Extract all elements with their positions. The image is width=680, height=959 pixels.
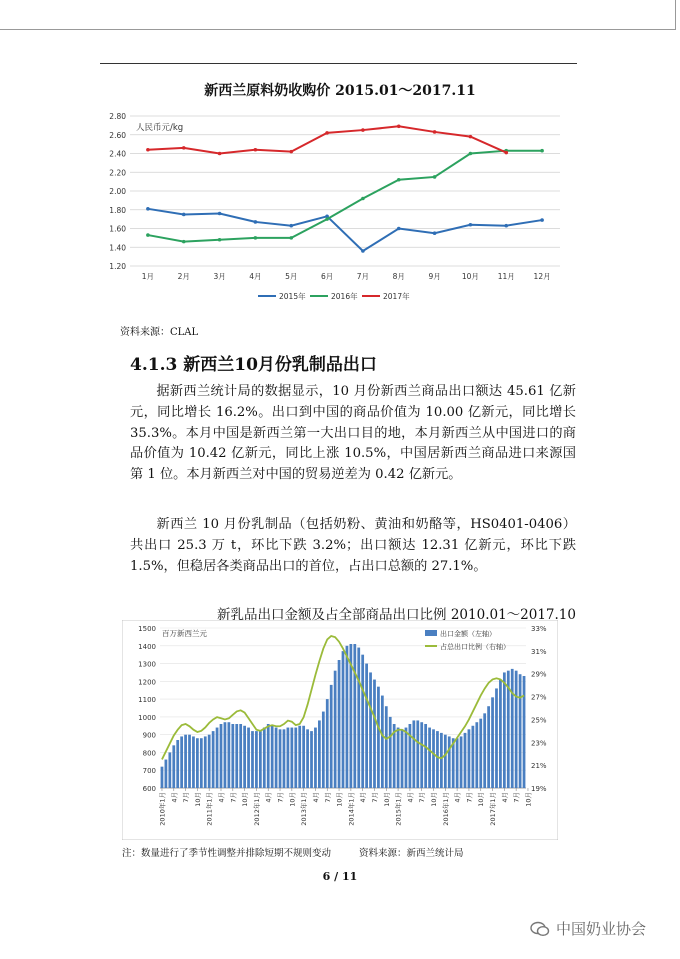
data-point (397, 125, 401, 129)
export-value-bar (318, 720, 321, 788)
x-tick-label: 2010年1月 (158, 792, 167, 826)
export-value-bar (499, 680, 502, 788)
export-value-bar (165, 760, 168, 788)
x-tick-label: 10月 (524, 792, 533, 807)
x-tick-label: 2016年1月 (441, 792, 450, 826)
legend-swatch-bars (425, 630, 437, 636)
export-value-bar (294, 728, 297, 788)
data-point (433, 175, 437, 179)
export-value-bar (503, 672, 506, 788)
data-point (361, 128, 365, 132)
export-value-bar (172, 745, 175, 788)
x-tick-label: 10月 (335, 792, 344, 807)
y-axis-label: 人民币元/kg (136, 123, 184, 133)
export-value-bar (405, 728, 408, 788)
y-tick-label: 900 (142, 731, 156, 740)
export-value-bar (523, 676, 526, 788)
export-value-bar (468, 729, 471, 788)
y-tick-label: 2.40 (109, 149, 126, 159)
header-rule (100, 63, 577, 64)
export-value-bar (373, 680, 376, 788)
export-value-bar (464, 733, 467, 788)
export-value-bar (389, 717, 392, 788)
x-tick-label: 4月 (359, 792, 368, 803)
export-value-bar (424, 724, 427, 788)
x-tick-label: 10月 (241, 792, 250, 807)
y-tick-label: 1100 (138, 696, 156, 705)
x-tick-label: 6月 (320, 272, 334, 281)
series-line (148, 209, 542, 251)
export-value-bar (180, 736, 183, 788)
y2-tick-label: 31% (531, 647, 547, 656)
export-value-bar (310, 731, 313, 788)
x-tick-label: 2017年1月 (489, 792, 498, 826)
x-tick-label: 7月 (370, 792, 379, 803)
data-point (146, 233, 150, 237)
y2-tick-label: 29% (531, 670, 547, 679)
x-tick-label: 7月 (465, 792, 474, 803)
data-point (254, 236, 258, 240)
data-point (182, 146, 186, 150)
export-value-bar (432, 729, 435, 788)
export-value-bar (519, 674, 522, 788)
note-text: 注：数量进行了季节性调整并排除短期不规则变动 (122, 848, 332, 859)
y-tick-label: 1.60 (109, 224, 126, 234)
data-point (540, 149, 544, 153)
export-value-bar (192, 736, 195, 788)
export-value-bar (227, 722, 230, 788)
x-tick-label: 9月 (428, 272, 441, 281)
export-value-bar (200, 738, 203, 788)
export-value-bar (302, 726, 305, 788)
export-value-bar (161, 767, 164, 788)
export-value-bar (436, 731, 439, 788)
data-point (504, 224, 508, 228)
export-value-bar (283, 729, 286, 788)
export-value-bar (306, 729, 309, 788)
data-point (289, 150, 293, 154)
watermark-text: 中国奶业协会 (556, 920, 647, 938)
x-tick-label: 2月 (177, 272, 190, 281)
export-value-bar (369, 672, 372, 788)
y-tick-label: 1.80 (109, 205, 126, 215)
x-tick-label: 10月 (288, 792, 297, 807)
chart2-footnote (122, 845, 464, 859)
data-point (540, 218, 544, 222)
export-value-bar (168, 752, 171, 788)
wechat-icon (530, 921, 550, 937)
x-tick-label: 7月 (229, 792, 238, 803)
export-value-bar (456, 738, 459, 788)
data-point (433, 231, 437, 235)
x-tick-label: 2015年1月 (394, 792, 403, 826)
y-tick-label: 2.20 (109, 168, 126, 178)
export-value-bar (196, 738, 199, 788)
export-value-bar (298, 726, 301, 788)
y-tick-label: 1300 (138, 660, 156, 669)
series-line (148, 151, 542, 242)
x-tick-label: 5月 (285, 272, 298, 281)
legend-label: 2016年 (331, 292, 358, 301)
y-tick-label: 700 (142, 767, 156, 776)
data-point (433, 130, 437, 134)
export-value-bar (495, 688, 498, 788)
export-value-bar (515, 671, 518, 788)
legend-label: 出口金额（左轴） (440, 630, 496, 638)
x-tick-label: 4月 (311, 792, 320, 803)
x-tick-label: 8月 (392, 272, 405, 281)
x-tick-label: 10月 (477, 792, 486, 807)
export-value-bar (471, 726, 474, 788)
export-value-bar (204, 736, 207, 788)
export-value-bar (243, 726, 246, 788)
dairy-export-combo-chart (122, 620, 558, 840)
x-tick-label: 4月 (453, 792, 462, 803)
export-value-bar (251, 731, 254, 788)
x-tick-label: 2011年1月 (205, 792, 214, 826)
x-tick-label: 10月 (461, 272, 479, 281)
y2-tick-label: 23% (531, 739, 547, 748)
data-point (361, 197, 365, 201)
export-value-bar (401, 729, 404, 788)
x-tick-label: 4月 (500, 792, 509, 803)
y2-tick-label: 21% (531, 762, 547, 771)
x-tick-label: 12月 (533, 272, 551, 281)
export-value-bar (385, 706, 388, 788)
export-value-bar (231, 724, 234, 788)
export-value-bar (346, 646, 349, 788)
data-point (469, 135, 473, 139)
legend-label: 2017年 (383, 292, 410, 301)
y2-tick-label: 27% (531, 693, 547, 702)
export-value-bar (428, 728, 431, 788)
x-tick-label: 7月 (356, 272, 370, 281)
x-tick-label: 7月 (512, 792, 521, 803)
y2-tick-label: 33% (531, 625, 547, 633)
export-value-bar (361, 655, 364, 788)
export-value-bar (212, 731, 215, 788)
export-value-bar (267, 724, 270, 788)
data-point (289, 224, 293, 228)
export-value-bar (448, 736, 451, 788)
data-point (146, 148, 150, 152)
export-value-bar (271, 726, 274, 788)
export-value-bar (220, 724, 223, 788)
data-point (182, 240, 186, 244)
paragraph-2-text: 新西兰 10 月份乳制品（包括奶粉、黄油和奶酪等，HS0401-0406）共出口 25.3 万 t，环比下跌 3.2%；出口额达 12.31 亿新元，环比下跌 1.5%，但稳居各类商品出口的首位，占出口总额的 27.1%。 (130, 517, 576, 574)
export-value-bar (460, 736, 463, 788)
data-point (504, 151, 508, 155)
export-value-bar (259, 731, 262, 788)
data-point (254, 148, 258, 152)
data-point (325, 131, 329, 135)
data-point (361, 249, 365, 253)
export-value-bar (420, 722, 423, 788)
x-tick-label: 7月 (418, 792, 427, 803)
x-tick-label: 4月 (249, 272, 262, 281)
page-top-border (0, 0, 676, 30)
data-point (146, 207, 150, 211)
export-value-bar (290, 728, 293, 788)
export-value-bar (322, 712, 325, 788)
x-tick-label: 2013年1月 (300, 792, 309, 826)
export-value-bar (224, 722, 227, 788)
export-value-bar (357, 648, 360, 788)
chart1-title: 新西兰原料奶收购价 2015.01～2017.11 (204, 83, 476, 99)
chart2-title: 新乳品出口金额及占全部商品出口比例 2010.01～2017.10 (217, 607, 576, 623)
data-point (325, 217, 329, 221)
paragraph-2 (130, 515, 576, 577)
y-tick-label: 1200 (138, 678, 156, 687)
export-value-bar (279, 729, 282, 788)
export-value-bar (216, 728, 219, 788)
data-point (289, 236, 293, 240)
y-tick-label: 800 (142, 749, 156, 758)
data-point (254, 220, 258, 224)
export-value-bar (330, 685, 333, 788)
export-value-bar (444, 735, 447, 788)
data-point (218, 238, 222, 242)
watermark (530, 918, 646, 939)
x-tick-label: 4月 (406, 792, 415, 803)
export-value-bar (239, 724, 242, 788)
y-tick-label: 2.80 (109, 112, 126, 121)
chart1-source: 资料来源：CLAL (120, 327, 199, 338)
page-number: 6 / 11 (322, 870, 358, 883)
export-value-bar (381, 696, 384, 788)
legend-label: 占总出口比例（右轴） (440, 643, 510, 651)
export-value-bar (511, 669, 514, 788)
y-tick-label: 1000 (138, 713, 156, 722)
x-tick-label: 11月 (497, 272, 515, 281)
paragraph-1 (130, 382, 576, 486)
x-tick-label: 10月 (430, 792, 439, 807)
section-heading: 4.1.3 新西兰10月份乳制品出口 (130, 355, 377, 375)
data-point (218, 212, 222, 216)
data-point (182, 213, 186, 217)
export-value-bar (188, 735, 191, 788)
data-point (397, 178, 401, 182)
export-value-bar (176, 740, 179, 788)
x-tick-label: 10月 (193, 792, 202, 807)
export-value-bar (416, 720, 419, 788)
export-value-bar (326, 699, 329, 788)
x-tick-label: 4月 (264, 792, 273, 803)
series-line (148, 126, 506, 153)
y-axis-label: 百万新西兰元 (162, 629, 207, 638)
export-value-bar (440, 733, 443, 788)
data-point (218, 152, 222, 156)
y-tick-label: 1400 (138, 642, 156, 651)
export-value-bar (255, 731, 258, 788)
export-value-bar (483, 713, 486, 788)
x-tick-label: 2014年1月 (347, 792, 356, 826)
export-value-bar (338, 660, 341, 788)
x-tick-label: 4月 (170, 792, 179, 803)
y-tick-label: 1.20 (109, 262, 126, 271)
data-point (469, 223, 473, 227)
y-tick-label: 1.40 (109, 243, 126, 253)
y-tick-label: 2.60 (109, 130, 126, 140)
x-tick-label: 2012年1月 (252, 792, 261, 826)
y2-tick-label: 19% (531, 785, 547, 793)
data-point (397, 227, 401, 231)
y-tick-label: 1500 (138, 625, 156, 633)
export-value-bar (287, 728, 290, 788)
export-value-bar (263, 728, 266, 788)
x-tick-label: 4月 (217, 792, 226, 803)
chart2-source: 资料来源：新西兰统计局 (359, 848, 464, 859)
x-tick-label: 10月 (382, 792, 391, 807)
export-value-bar (353, 644, 356, 788)
data-point (469, 152, 473, 156)
export-value-bar (491, 697, 494, 788)
x-tick-label: 7月 (182, 792, 191, 803)
export-value-bar (397, 728, 400, 788)
export-value-bar (365, 664, 368, 788)
milk-price-line-chart (108, 106, 568, 306)
paragraph-1-text: 据新西兰统计局的数据显示，10 月份新西兰商品出口额达 45.61 亿新元，同比增长 16.2%。出口到中国的商品价值为 10.00 亿新元，同比增长 35.3%。本月中国是新西兰第一大出口目的地，本月新西兰从中国进口的商品价值为 10.42 亿新元，同比上涨 10.5%，中国居新西兰商品进口来源国第 1 位。本月新西兰对中国的贸易逆差为 0.42 亿新元。 (130, 384, 576, 483)
export-value-bar (247, 728, 250, 788)
x-tick-label: 7月 (276, 792, 285, 803)
x-tick-label: 3月 (213, 272, 226, 281)
x-tick-label: 1月 (141, 272, 155, 281)
export-value-bar (208, 735, 211, 788)
y2-tick-label: 25% (531, 716, 547, 725)
export-value-bar (412, 720, 415, 788)
y-tick-label: 600 (142, 785, 156, 793)
export-value-bar (314, 728, 317, 788)
x-tick-label: 7月 (323, 792, 332, 803)
export-value-bar (184, 735, 187, 788)
export-value-bar (475, 722, 478, 788)
y-tick-label: 2.00 (109, 187, 126, 196)
export-value-bar (377, 687, 380, 788)
export-value-bar (334, 671, 337, 788)
export-value-bar (275, 728, 278, 788)
export-value-bar (487, 706, 490, 788)
export-value-bar (479, 719, 482, 788)
legend-label: 2015年 (279, 292, 306, 301)
export-value-bar (235, 724, 238, 788)
export-value-bar (342, 651, 345, 788)
